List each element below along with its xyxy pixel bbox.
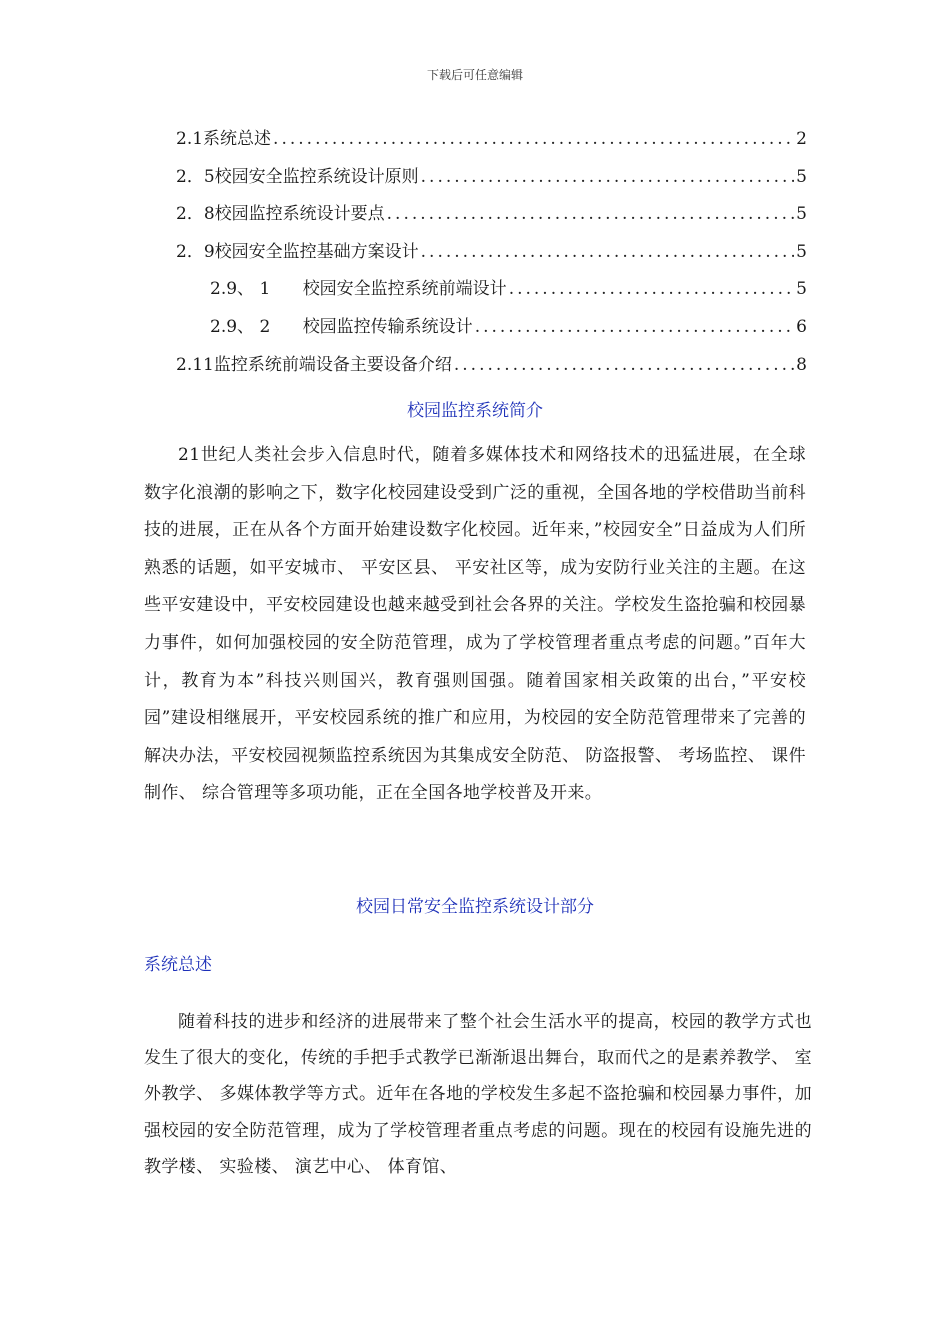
design-paragraph: 随着科技的进步和经济的进展带来了整个社会生活水平的提高，校园的教学方式也发生了很大的变化，传统的手把手式教学已渐渐退出舞台，取而代之的是素养教学、 室外教学、 多媒体教学等方式。近年在各地的学校发生多起不盗抢骗和校园暴力事件，加强校园的安全防范管理，成为了学校管理者重点考虑的问题。现在的校园有设施先进的教学楼、 实验楼、 演艺中心、 体育馆、 (144, 1012, 812, 1177)
toc-entry-number: 2.9、 2 (210, 316, 303, 337)
toc-entry-page: 6 (796, 316, 807, 337)
toc-leader-dots (454, 355, 794, 375)
table-of-contents (176, 124, 807, 387)
toc-entry-title: 校园安全监控基础方案设计 (214, 241, 419, 262)
toc-leader-dots (421, 242, 795, 262)
running-header: 下载后可任意编辑 (426, 68, 523, 82)
toc-entry[interactable] (176, 312, 807, 350)
intro-paragraph: 21世纪人类社会步入信息时代，随着多媒体技术和网络技术的迅猛进展，在全球数字化浪潮的影响之下，数字化校园建设受到广泛的重视，全国各地的学校借助当前科技的进展，正在从各个方面开始建设数字化校园。近年来，”校园安全”日益成为人们所熟悉的话题，如平安城市、 平安区县、 平安社区等，成为安防行业关注的主题。在这些平安建设中，平安校园建设也越来越受到社会各界的关注。学校发生盗抢骗和校园暴力事件，如何加强校园的安全防范管理，成为了学校管理者重点考虑的问题。”百年大计，教育为本”科技兴则国兴，教育强则国强。随着国家相关政策的出台，”平安校园”建设相继展开，平安校园系统的推广和应用，为校园的安全防范管理带来了完善的解决办法，平安校园视频监控系统因为其集成安全防范、 防盗报警、 考场监控、 课件制作、 综合管理等多项功能，正在全国各地学校普及开来。 (144, 445, 806, 804)
toc-entry-number: 2．9 (176, 241, 215, 262)
toc-leader-dots (273, 129, 794, 149)
toc-entry[interactable] (176, 237, 807, 275)
toc-entry[interactable] (176, 124, 807, 162)
design-heading: 校园日常安全监控系统设计部分 (356, 897, 594, 917)
toc-entry-page: 5 (796, 279, 807, 300)
toc-entry-page: 8 (796, 354, 807, 375)
toc-entry-page: 5 (796, 166, 807, 187)
toc-entry-page: 5 (796, 204, 807, 225)
toc-entry-page: 5 (796, 241, 807, 262)
toc-entry-number: 2.11 (176, 354, 214, 375)
toc-entry-title: 校园安全监控系统设计原则 (214, 166, 419, 187)
intro-heading: 校园监控系统简介 (407, 401, 543, 421)
toc-entry-title: 监控系统前端设备主要设备介绍 (213, 354, 452, 375)
toc-entry[interactable] (176, 350, 807, 388)
toc-leader-dots (475, 317, 794, 337)
design-subheading: 系统总述 (144, 955, 212, 975)
toc-entry-number: 2.1 (176, 129, 204, 149)
toc-entry[interactable] (176, 274, 807, 312)
toc-entry[interactable] (176, 162, 807, 200)
toc-entry-number: 2．5 (176, 166, 215, 187)
toc-leader-dots (509, 279, 794, 299)
toc-entry-title: 校园监控传输系统设计 (302, 316, 473, 337)
toc-entry-title: 系统总述 (203, 129, 272, 149)
toc-leader-dots (387, 204, 795, 224)
toc-entry[interactable] (176, 199, 807, 237)
toc-entry-page: 2 (796, 129, 807, 149)
toc-entry-number: 2．8 (176, 204, 215, 225)
toc-entry-number: 2.9、 1 (210, 279, 303, 300)
toc-entry-title: 校园安全监控系统前端设计 (302, 279, 507, 300)
toc-entry-title: 校园监控系统设计要点 (214, 204, 385, 225)
toc-leader-dots (421, 167, 795, 187)
